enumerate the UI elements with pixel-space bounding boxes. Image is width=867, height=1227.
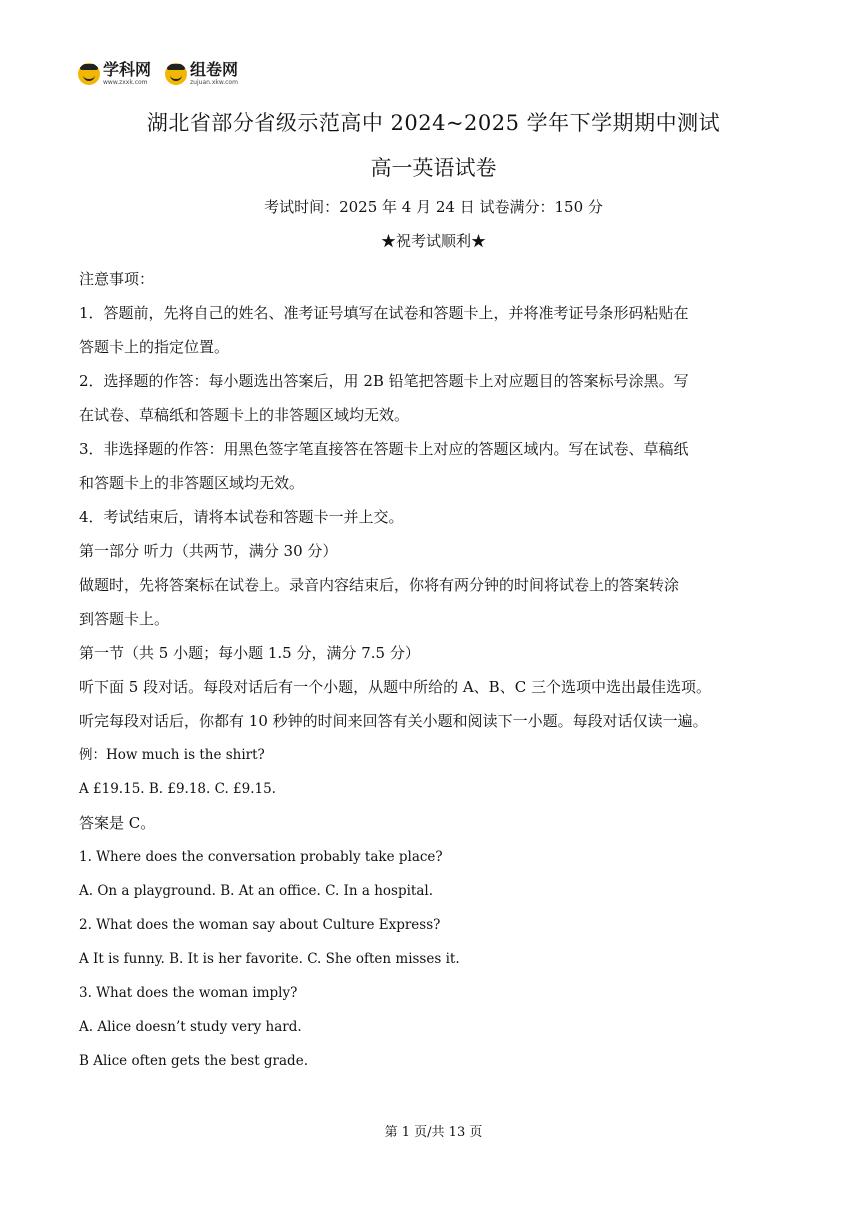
text-line: 答题卡上的指定位置。 [79, 338, 230, 356]
question: 3. What does the woman imply? [79, 985, 298, 1001]
question-option: A. Alice doesn’t study very hard. [79, 1019, 302, 1035]
text-line: 到答题卡上。 [79, 610, 170, 628]
mascot-icon [78, 63, 100, 85]
logo-xueke[interactable] [78, 62, 151, 86]
exam-title: 湖北省部分省级示范高中 2024~2025 学年下学期期中测试 [146, 111, 721, 135]
example-question: 例：How much is the shirt? [79, 747, 265, 763]
logo-url: www.zxxk.com [103, 79, 148, 86]
text-line: 和答题卡上的非答题区域均无效。 [79, 474, 305, 492]
subsection-heading: 第一节（共 5 小题；每小题 1.5 分，满分 7.5 分） [79, 644, 420, 662]
text-line: 3．非选择题的作答：用黑色签字笔直接答在答题卡上对应的答题区域内。写在试卷、草稿纸 [79, 440, 689, 458]
good-luck-line: ★祝考试顺利★ [380, 232, 486, 250]
text-line: 做题时，先将答案标在试卷上。录音内容结束后，你将有两分钟的时间将试卷上的答案转涂 [79, 576, 680, 594]
example-options: A £19.15. B. £9.18. C. £9.15. [79, 781, 276, 797]
text-line: 在试卷、草稿纸和答题卡上的非答题区域均无效。 [79, 406, 410, 424]
text-line: 4．考试结束后，请将本试卷和答题卡一并上交。 [79, 508, 404, 526]
question-option: B Alice often gets the best grade. [79, 1053, 308, 1069]
page-footer: 第 1 页/共 13 页 [384, 1125, 483, 1140]
mascot-icon [165, 63, 187, 85]
document-body [79, 262, 809, 1078]
text-line: 2．选择题的作答：每小题选出答案后，用 2B 铅笔把答题卡上对应题目的答案标号涂黑。写 [79, 372, 689, 390]
logo-row [78, 62, 238, 86]
logo-url: zujuan.xkw.com [190, 79, 238, 86]
exam-info: 考试时间：2025 年 4 月 24 日 试卷满分：150 分 [264, 198, 603, 216]
section-heading: 第一部分 听力（共两节，满分 30 分） [79, 542, 338, 560]
example-answer: 答案是 C。 [79, 814, 156, 832]
logo-name: 组卷网 [190, 60, 239, 79]
logo-zujuan[interactable] [165, 62, 238, 86]
exam-subtitle: 高一英语试卷 [370, 156, 497, 180]
text-line: 1．答题前，先将自己的姓名、准考证号填写在试卷和答题卡上，并将准考证号条形码粘贴在 [79, 304, 689, 322]
logo-name: 学科网 [103, 60, 152, 79]
question: 2. What does the woman say about Culture Express? [79, 917, 441, 933]
text-line: 听下面 5 段对话。每段对话后有一个小题，从题中所给的 A、B、C 三个选项中选出最佳选项。 [79, 678, 711, 696]
notes-heading: 注意事项： [79, 270, 155, 288]
question: 1. Where does the conversation probably take place? [79, 849, 443, 865]
question-options: A. On a playground. B. At an office. C. In a hospital. [79, 883, 434, 899]
text-line: 听完每段对话后，你都有 10 秒钟的时间来回答有关小题和阅读下一小题。每段对话仅读一遍。 [79, 712, 708, 730]
question-options: A It is funny. B. It is her favorite. C. She often misses it. [79, 951, 460, 967]
